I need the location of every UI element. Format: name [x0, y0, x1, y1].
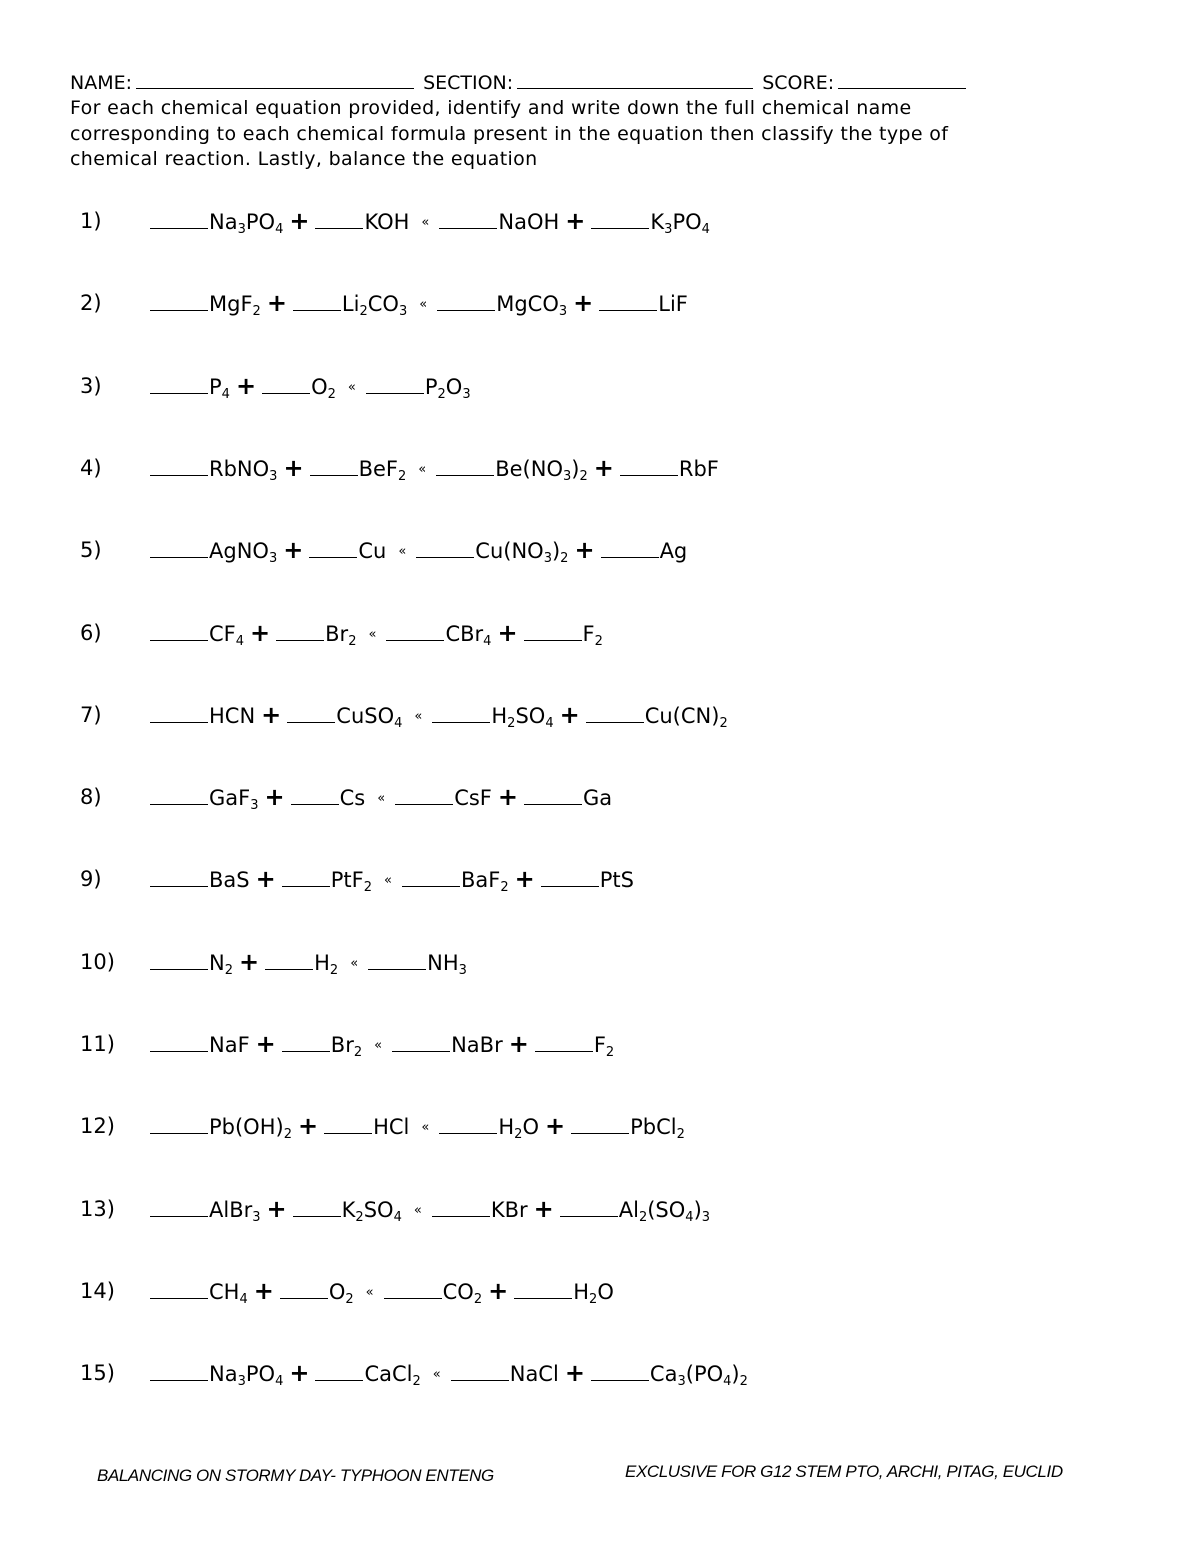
- chemical-formula: $H_2O$: [498, 1115, 539, 1142]
- coefficient-blank[interactable]: [150, 1196, 208, 1217]
- equation-number: 8): [80, 785, 102, 809]
- coefficient-blank[interactable]: [150, 208, 208, 229]
- equation-body: [150, 204, 710, 243]
- plus-sign: +: [266, 289, 287, 317]
- reaction-arrow-icon: «: [350, 956, 359, 971]
- coefficient-blank[interactable]: [436, 455, 494, 476]
- equation-number: 4): [80, 456, 102, 480]
- chemical-formula: $K_3PO_4$: [650, 210, 710, 237]
- equation-number: 9): [80, 867, 102, 891]
- coefficient-blank[interactable]: [386, 620, 444, 641]
- coefficient-blank[interactable]: [282, 866, 330, 887]
- equation-row: [80, 698, 980, 732]
- coefficient-blank[interactable]: [571, 1113, 629, 1134]
- plus-sign: +: [564, 1359, 585, 1387]
- chemical-formula: BaS: [209, 868, 250, 892]
- coefficient-blank[interactable]: [366, 373, 424, 394]
- plus-sign: +: [289, 207, 310, 235]
- reaction-arrow-icon: «: [414, 709, 423, 724]
- reaction-arrow-icon: «: [418, 462, 427, 477]
- coefficient-blank[interactable]: [293, 1196, 341, 1217]
- coefficient-blank[interactable]: [432, 1196, 490, 1217]
- reaction-arrow-icon: «: [377, 791, 386, 806]
- chemical-formula: $P_4$: [209, 375, 230, 402]
- plus-sign: +: [255, 1030, 276, 1058]
- coefficient-blank[interactable]: [150, 455, 208, 476]
- chemical-formula: RbNO$_3$: [209, 457, 278, 484]
- equation-number: 15): [80, 1361, 115, 1385]
- chemical-formula: $H_2O$: [573, 1280, 614, 1307]
- plus-sign: +: [565, 207, 586, 235]
- chemical-formula: $K_2SO_4$: [341, 1198, 402, 1225]
- equation-row: [80, 1274, 980, 1308]
- reaction-arrow-icon: «: [347, 380, 356, 395]
- equation-number: 5): [80, 538, 102, 562]
- plus-sign: +: [255, 865, 276, 893]
- chemical-formula: $N_2$: [209, 951, 233, 978]
- chemical-formula: NaBr: [451, 1033, 503, 1057]
- chemical-formula: Cu: [358, 539, 387, 563]
- chemical-formula: $Be(NO_3)_2$: [495, 457, 588, 484]
- chemical-formula: $NH_3$: [427, 951, 467, 978]
- chemical-formula: HCl: [373, 1115, 410, 1139]
- coefficient-blank[interactable]: [392, 1031, 450, 1052]
- chemical-formula: PtF$_2$: [330, 868, 372, 895]
- chemical-formula: PbCl$_2$: [630, 1115, 685, 1142]
- coefficient-blank[interactable]: [560, 1196, 618, 1217]
- plus-sign: +: [264, 783, 285, 811]
- coefficient-blank[interactable]: [591, 1360, 649, 1381]
- chemical-formula: CsF: [454, 786, 492, 810]
- equation-number: 1): [80, 209, 102, 233]
- coefficient-blank[interactable]: [535, 1031, 593, 1052]
- plus-sign: +: [559, 701, 580, 729]
- coefficient-blank[interactable]: [150, 537, 208, 558]
- equation-body: [150, 369, 471, 408]
- coefficient-blank[interactable]: [150, 1278, 208, 1299]
- coefficient-blank[interactable]: [524, 784, 582, 805]
- chemical-formula: $Br_2$: [330, 1033, 363, 1060]
- coefficient-blank[interactable]: [150, 290, 208, 311]
- equation-row: [80, 945, 980, 979]
- plus-sign: +: [250, 619, 271, 647]
- chemical-formula: HCN: [209, 704, 256, 728]
- chemical-formula: BaF$_2$: [460, 868, 509, 895]
- coefficient-blank[interactable]: [150, 1113, 208, 1134]
- plus-sign: +: [297, 1112, 319, 1140]
- chemical-formula: AlBr$_3$: [209, 1198, 261, 1225]
- equation-row: [80, 286, 980, 320]
- coefficient-blank[interactable]: [265, 949, 313, 970]
- reaction-arrow-icon: «: [432, 1367, 441, 1382]
- equation-row: [80, 1027, 980, 1061]
- chemical-formula: NaCl: [509, 1362, 559, 1386]
- footer-audience: EXCLUSIVE FOR G12 STEM PTO, ARCHI, PITAG, EUCLID: [625, 1462, 1063, 1481]
- coefficient-blank[interactable]: [150, 866, 208, 887]
- equation-row: [80, 369, 980, 403]
- coefficient-blank[interactable]: [601, 537, 659, 558]
- plus-sign: +: [283, 536, 304, 564]
- chemical-formula: $O_2$: [328, 1280, 354, 1307]
- coefficient-blank[interactable]: [150, 1031, 208, 1052]
- chemical-formula: MgCO$_3$: [496, 292, 568, 319]
- chemical-formula: $Br_2$: [325, 622, 357, 649]
- chemical-formula: NaOH: [498, 210, 560, 234]
- equation-row: [80, 780, 980, 814]
- coefficient-blank[interactable]: [524, 620, 582, 641]
- equation-body: [150, 1192, 710, 1231]
- plus-sign: +: [283, 454, 304, 482]
- chemical-formula: $H_2SO_4$: [491, 704, 554, 731]
- chemical-formula: Cs: [339, 786, 366, 810]
- coefficient-blank[interactable]: [291, 784, 339, 805]
- coefficient-blank[interactable]: [439, 1113, 497, 1134]
- plus-sign: +: [497, 783, 518, 811]
- equation-body: [150, 1274, 614, 1313]
- chemical-formula: $CF_4$: [209, 622, 245, 649]
- chemical-formula: CBr$_4$: [445, 622, 492, 649]
- coefficient-blank[interactable]: [402, 866, 460, 887]
- chemical-formula: $P_2O_3$: [424, 375, 471, 402]
- section-label: SECTION:: [423, 72, 514, 94]
- coefficient-blank[interactable]: [310, 455, 358, 476]
- footer-title: BALANCING ON STORMY DAY- TYPHOON ENTENG: [97, 1466, 494, 1485]
- coefficient-blank[interactable]: [541, 866, 599, 887]
- coefficient-blank[interactable]: [439, 208, 497, 229]
- coefficient-blank[interactable]: [591, 208, 649, 229]
- coefficient-blank[interactable]: [282, 1031, 330, 1052]
- coefficient-blank[interactable]: [309, 537, 357, 558]
- coefficient-blank[interactable]: [276, 620, 324, 641]
- chemical-formula: $CO_2$: [442, 1280, 483, 1307]
- chemical-formula: $CH_4$: [209, 1280, 248, 1307]
- reaction-arrow-icon: «: [421, 1120, 430, 1135]
- chemical-formula: AgNO$_3$: [209, 539, 278, 566]
- coefficient-blank[interactable]: [150, 620, 208, 641]
- coefficient-blank[interactable]: [451, 1360, 509, 1381]
- plus-sign: +: [235, 372, 257, 400]
- plus-sign: +: [514, 865, 535, 893]
- coefficient-blank[interactable]: [287, 702, 335, 723]
- equation-number: 10): [80, 950, 115, 974]
- coefficient-blank[interactable]: [384, 1278, 442, 1299]
- chemical-formula: Ag: [659, 539, 688, 563]
- equation-row: [80, 1109, 980, 1143]
- coefficient-blank[interactable]: [150, 1360, 208, 1381]
- chemical-formula: $Al_2(SO_4)_3$: [618, 1198, 711, 1225]
- equation-number: 7): [80, 703, 102, 727]
- chemical-formula: Ga: [583, 786, 613, 810]
- reaction-arrow-icon: «: [398, 544, 407, 559]
- plus-sign: +: [497, 619, 518, 647]
- coefficient-blank[interactable]: [395, 784, 453, 805]
- equation-number: 6): [80, 621, 102, 645]
- plus-sign: +: [239, 948, 260, 976]
- chemical-formula: LiF: [658, 292, 688, 316]
- chemical-formula: MgF$_2$: [209, 292, 261, 319]
- plus-sign: +: [488, 1277, 509, 1305]
- name-label: NAME:: [70, 72, 133, 94]
- equation-row: [80, 204, 980, 238]
- coefficient-blank[interactable]: [315, 1360, 363, 1381]
- equation-body: [150, 780, 612, 819]
- plus-sign: +: [508, 1030, 529, 1058]
- chemical-formula: $Na_3PO_4$: [209, 1362, 284, 1389]
- coefficient-blank[interactable]: [599, 290, 657, 311]
- reaction-arrow-icon: «: [374, 1038, 383, 1053]
- coefficient-blank[interactable]: [315, 208, 363, 229]
- plus-sign: +: [593, 454, 614, 482]
- coefficient-blank[interactable]: [150, 949, 208, 970]
- coefficient-blank[interactable]: [416, 537, 474, 558]
- chemical-formula: $F_2$: [582, 622, 603, 649]
- equation-body: [150, 698, 728, 737]
- plus-sign: +: [261, 701, 282, 729]
- equation-body: [150, 286, 688, 325]
- equation-row: [80, 862, 980, 896]
- equation-row: [80, 616, 980, 650]
- chemical-formula: PtS: [599, 868, 634, 892]
- plus-sign: +: [573, 289, 594, 317]
- plus-sign: +: [289, 1359, 310, 1387]
- chemical-formula: BeF$_2$: [358, 457, 407, 484]
- equation-number: 14): [80, 1279, 115, 1303]
- reaction-arrow-icon: «: [383, 873, 392, 888]
- chemical-formula: KOH: [364, 210, 410, 234]
- chemical-formula: CaCl$_2$: [364, 1362, 421, 1389]
- reaction-arrow-icon: «: [365, 1285, 374, 1300]
- reaction-arrow-icon: «: [421, 215, 430, 230]
- equation-body: [150, 862, 634, 901]
- equation-body: [150, 945, 467, 984]
- equation-row: [80, 451, 980, 485]
- plus-sign: +: [574, 536, 595, 564]
- chemical-formula: $Li_2CO_3$: [341, 292, 408, 319]
- chemical-formula: RbF: [678, 457, 719, 481]
- plus-sign: +: [544, 1112, 566, 1140]
- coefficient-blank[interactable]: [150, 373, 208, 394]
- coefficient-blank[interactable]: [586, 702, 644, 723]
- equation-number: 2): [80, 291, 102, 315]
- chemical-formula: $F_2$: [593, 1033, 615, 1060]
- reaction-arrow-icon: «: [419, 297, 428, 312]
- equation-row: [80, 1356, 980, 1390]
- coefficient-blank[interactable]: [514, 1278, 572, 1299]
- coefficient-blank[interactable]: [150, 702, 208, 723]
- plus-sign: +: [533, 1195, 554, 1223]
- reaction-arrow-icon: «: [368, 627, 377, 642]
- coefficient-blank[interactable]: [150, 784, 208, 805]
- chemical-formula: $Pb(OH)_2$: [209, 1115, 292, 1142]
- equation-row: [80, 533, 980, 567]
- coefficient-blank[interactable]: [620, 455, 678, 476]
- chemical-formula: $Cu(NO_3)_2$: [475, 539, 569, 566]
- equation-number: 13): [80, 1197, 115, 1221]
- coefficient-blank[interactable]: [280, 1278, 328, 1299]
- chemical-formula: NaF: [209, 1033, 250, 1057]
- equation-body: [150, 451, 719, 490]
- equation-number: 12): [80, 1114, 115, 1138]
- equation-body: [150, 1109, 685, 1148]
- equation-row: [80, 1192, 980, 1226]
- coefficient-blank[interactable]: [293, 290, 341, 311]
- coefficient-blank[interactable]: [324, 1113, 372, 1134]
- chemical-formula: $Na_3PO_4$: [209, 210, 284, 237]
- plus-sign: +: [253, 1277, 274, 1305]
- equation-body: [150, 1027, 614, 1066]
- chemical-formula: GaF$_3$: [209, 786, 259, 813]
- chemical-formula: $H_2$: [314, 951, 339, 978]
- coefficient-blank[interactable]: [262, 373, 310, 394]
- equation-body: [150, 533, 687, 572]
- equation-number: 3): [80, 374, 102, 398]
- equation-number: 11): [80, 1032, 115, 1056]
- coefficient-blank[interactable]: [368, 949, 426, 970]
- coefficient-blank[interactable]: [432, 702, 490, 723]
- chemical-formula: $O_2$: [311, 375, 336, 402]
- chemical-formula: $Cu(CN)_2$: [644, 704, 728, 731]
- equation-body: [150, 1356, 748, 1395]
- equation-body: [150, 616, 603, 655]
- score-label: SCORE:: [762, 72, 835, 94]
- chemical-formula: CuSO$_4$: [336, 704, 403, 731]
- reaction-arrow-icon: «: [413, 1203, 422, 1218]
- chemical-formula: KBr: [490, 1198, 528, 1222]
- coefficient-blank[interactable]: [437, 290, 495, 311]
- instructions-text: For each chemical equation provided, identify and write down the full chemical name corresponding to each chemical formula present in the equation then classify the type of chemical reaction. Lastly, balance the equation: [70, 97, 949, 170]
- plus-sign: +: [266, 1195, 287, 1223]
- chemical-formula: $Ca_3(PO_4)_2$: [649, 1362, 748, 1389]
